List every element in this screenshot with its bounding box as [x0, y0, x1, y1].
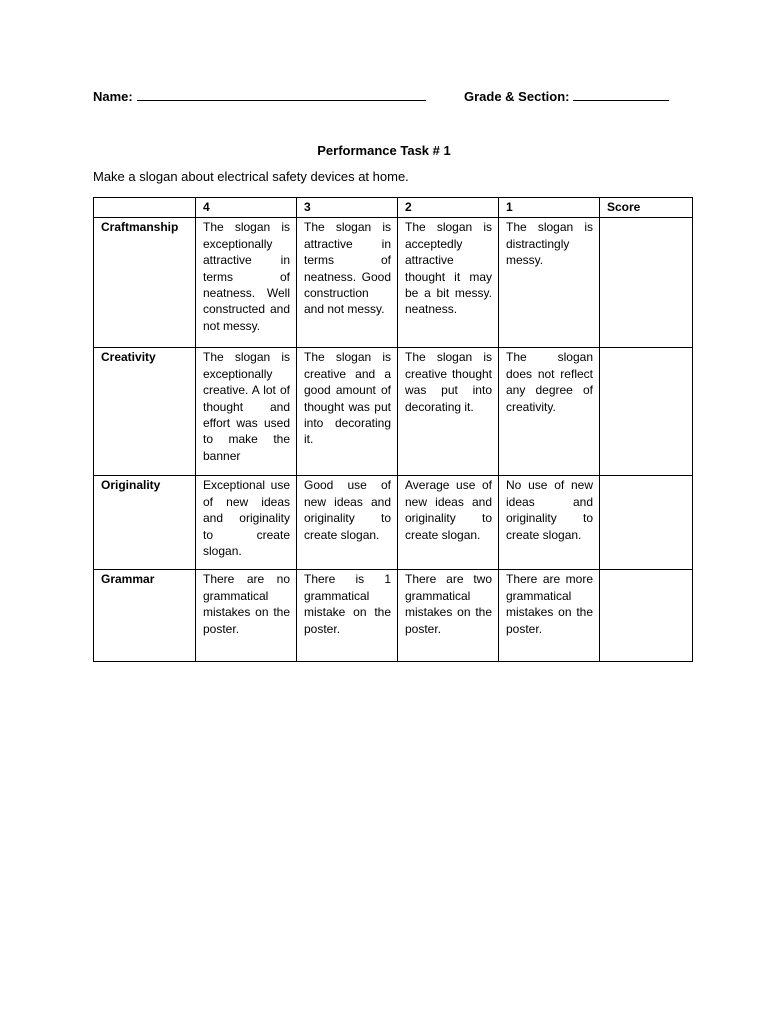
descriptor-cell: The slogan is acceptedly attractive thought it may be a bit messy. neatness. [398, 218, 499, 348]
score-cell [600, 570, 693, 662]
criterion-label: Creativity [94, 348, 196, 476]
header-level-3: 3 [297, 198, 398, 218]
descriptor-cell: The slogan is exceptionally attractive in terms of neatness. Well constructed and not messy. [196, 218, 297, 348]
rubric-row-originality [94, 476, 693, 570]
rubric-header-row [94, 198, 693, 218]
descriptor-cell: No use of new ideas and originality to create slogan. [499, 476, 600, 570]
name-label: Name: [93, 89, 133, 104]
grade-section-blank-line [573, 88, 669, 101]
rubric-row-craftmanship [94, 218, 693, 348]
descriptor-cell: There is 1 grammatical mistake on the poster. [297, 570, 398, 662]
header-score: Score [600, 198, 693, 218]
score-cell [600, 476, 693, 570]
header-level-1: 1 [499, 198, 600, 218]
criterion-label: Craftmanship [94, 218, 196, 348]
descriptor-cell: The slogan is distractingly messy. [499, 218, 600, 348]
task-instruction: Make a slogan about electrical safety devices at home. [93, 169, 409, 184]
descriptor-cell: There are no grammatical mistakes on the poster. [196, 570, 297, 662]
name-blank-line [137, 88, 426, 101]
descriptor-cell: The slogan does not reflect any degree of creativity. [499, 348, 600, 476]
rubric-table [93, 197, 693, 662]
task-title: Performance Task # 1 [317, 143, 451, 158]
criterion-label: Originality [94, 476, 196, 570]
descriptor-cell: The slogan is creative thought was put into decorating it. [398, 348, 499, 476]
descriptor-cell: Exceptional use of new ideas and originality to create slogan. [196, 476, 297, 570]
descriptor-cell: The slogan is creative and a good amount of thought was put into decorating it. [297, 348, 398, 476]
descriptor-cell: Average use of new ideas and originality to create slogan. [398, 476, 499, 570]
criterion-label: Grammar [94, 570, 196, 662]
descriptor-cell: The slogan is exceptionally creative. A lot of thought and effort was used to make the banner [196, 348, 297, 476]
header-criterion [94, 198, 196, 218]
grade-section-field [464, 88, 669, 104]
descriptor-cell: Good use of new ideas and originality to create slogan. [297, 476, 398, 570]
header-level-2: 2 [398, 198, 499, 218]
score-cell [600, 348, 693, 476]
rubric-row-grammar [94, 570, 693, 662]
rubric-row-creativity [94, 348, 693, 476]
name-field [93, 88, 426, 104]
score-cell [600, 218, 693, 348]
header-level-4: 4 [196, 198, 297, 218]
descriptor-cell: The slogan is attractive in terms of neatness. Good construction and not messy. [297, 218, 398, 348]
descriptor-cell: There are two grammatical mistakes on the poster. [398, 570, 499, 662]
descriptor-cell: There are more grammatical mistakes on the poster. [499, 570, 600, 662]
grade-section-label: Grade & Section: [464, 89, 570, 104]
